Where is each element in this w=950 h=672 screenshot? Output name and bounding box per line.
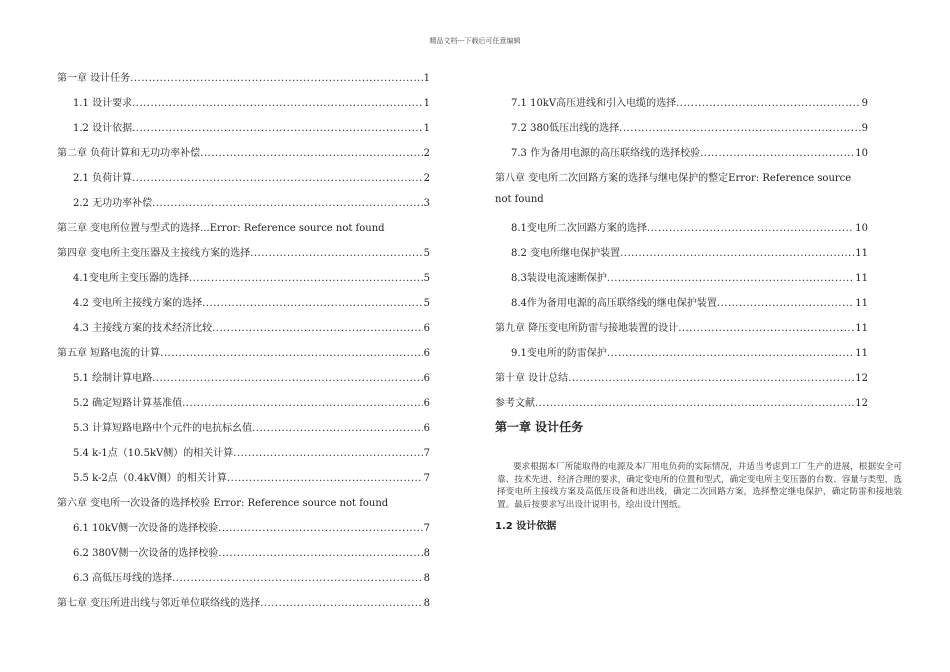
toc-entry[interactable] — [495, 244, 868, 269]
toc-page-number: 7 — [423, 473, 430, 484]
toc-page-number: 11 — [855, 348, 868, 359]
toc-entry[interactable] — [495, 369, 868, 394]
toc-entry[interactable] — [57, 219, 430, 244]
toc-entry[interactable] — [495, 119, 868, 144]
toc-leader-dots — [252, 423, 423, 434]
toc-entry-title: 第七章 变压所进出线与邻近单位联络线的选择 — [57, 598, 261, 609]
toc-leader-dots — [250, 248, 422, 259]
toc-page-number: 8 — [423, 573, 430, 584]
toc-entry[interactable] — [57, 569, 430, 594]
toc-leader-dots — [189, 273, 423, 284]
toc-page-number: 10 — [855, 148, 868, 159]
toc-entry-title: 第四章 变电所主变压器及主接线方案的选择 — [57, 248, 251, 259]
toc-page-number: 9 — [861, 123, 868, 134]
toc-entry-title: 7.3 作为备用电源的高压联络线的选择校验 — [511, 148, 701, 159]
toc-entry[interactable] — [57, 94, 430, 119]
toc-entry-title: 第五章 短路电流的计算 — [57, 348, 161, 359]
toc-leader-dots — [678, 323, 854, 334]
toc-page-number: 6 — [423, 323, 430, 334]
toc-entry-title: 第九章 降压变电所防雷与接地装置的设计 — [495, 323, 679, 334]
toc-right-column — [495, 94, 868, 419]
toc-page-number: 7 — [423, 448, 430, 459]
toc-entry-title: 9.1变电所的防雷保护 — [511, 348, 607, 359]
toc-leader-dots — [619, 123, 860, 134]
toc-page-number: 2 — [423, 173, 430, 184]
toc-entry[interactable] — [57, 144, 430, 169]
toc-leader-dots — [607, 348, 854, 359]
toc-leader-dots — [172, 573, 423, 584]
toc-entry-title: 第一章 设计任务 — [57, 73, 131, 84]
toc-page-number: 6 — [423, 348, 430, 359]
toc-entry-title: 5.4 k-1点（10.5kV侧）的相关计算 — [73, 448, 234, 459]
toc-leader-dots — [607, 273, 854, 284]
body-paragraph: 要求根据本厂所能取得的电源及本厂用电负荷的实际情况，并适当考虑到工厂生产的进展，根据安全可靠、技术先进、经济合理的要求，确定变电所的位置和型式，确定变电所主变压器的台数、容量与类型，选择变电所主接线方案及高低压设备和进出线，确定二次回路方案，选择整定继电保护，确定防雷和接地装置。最后按要求写出设计说明书，绘出设计图纸。 — [497, 462, 902, 510]
toc-entry[interactable] — [495, 94, 868, 119]
toc-entry[interactable] — [57, 344, 430, 369]
toc-entry[interactable] — [57, 419, 430, 444]
toc-entry[interactable] — [495, 344, 868, 369]
toc-leader-dots — [132, 98, 423, 109]
toc-entry[interactable] — [57, 69, 430, 94]
toc-page-number: 8 — [423, 548, 430, 559]
toc-entry-title: 1.1 设计要求 — [73, 98, 133, 109]
toc-page-number: 6 — [423, 398, 430, 409]
toc-page-number: 1 — [423, 73, 430, 84]
toc-entry-title: 5.2 确定短路计算基准值 — [73, 398, 183, 409]
toc-left-column — [57, 69, 430, 619]
toc-page-number: 5 — [423, 248, 430, 259]
toc-page-number: 11 — [855, 248, 868, 259]
toc-entry[interactable] — [57, 444, 430, 469]
toc-entry-title: 6.1 10kV侧一次设备的选择校验 — [73, 523, 219, 534]
toc-page-number: 5 — [423, 273, 430, 284]
toc-page-number: 6 — [423, 373, 430, 384]
toc-entry[interactable] — [57, 119, 430, 144]
toc-leader-dots — [182, 398, 423, 409]
toc-entry-title: 7.1 10kV高压进线和引入电缆的选择 — [511, 98, 677, 109]
toc-leader-dots — [535, 398, 854, 409]
toc-page-number: 3 — [423, 198, 430, 209]
toc-entry-title: 2.2 无功功率补偿 — [73, 198, 153, 209]
toc-leader-dots — [676, 98, 861, 109]
toc-entry-title: 5.3 计算短路电路中个元件的电抗标幺值 — [73, 423, 253, 434]
toc-entry-title: 6.3 高低压母线的选择 — [73, 573, 173, 584]
toc-entry-title: 第十章 设计总结 — [495, 373, 569, 384]
toc-entry-title: 2.1 负荷计算 — [73, 173, 133, 184]
toc-leader-dots — [200, 148, 422, 159]
toc-entry[interactable] — [495, 394, 868, 419]
toc-leader-dots — [160, 348, 422, 359]
toc-entry-title: 6.2 380V侧一次设备的选择校验 — [73, 548, 219, 559]
toc-entry[interactable] — [495, 294, 868, 319]
toc-page-number: 12 — [855, 398, 868, 409]
toc-entry[interactable] — [57, 469, 430, 494]
toc-page-number: 10 — [855, 223, 868, 234]
toc-page-number: 1 — [423, 98, 430, 109]
toc-entry[interactable] — [57, 594, 430, 619]
toc-entry[interactable] — [57, 169, 430, 194]
toc-page-number: 11 — [855, 323, 868, 334]
toc-page-number: 12 — [855, 373, 868, 384]
toc-leader-dots — [218, 548, 422, 559]
toc-entry-title: 8.1变电所二次回路方案的选择 — [511, 223, 647, 234]
toc-entry-title: 8.2 变电所继电保护装置 — [511, 248, 621, 259]
page-header: 精品文档---下载后可任意编辑 — [429, 37, 521, 45]
toc-leader-dots — [647, 223, 854, 234]
toc-entry[interactable] — [57, 519, 430, 544]
toc-leader-dots — [152, 373, 423, 384]
toc-entry[interactable] — [57, 294, 430, 319]
toc-page-number: 11 — [855, 298, 868, 309]
toc-page-number: 9 — [861, 98, 868, 109]
toc-entry[interactable] — [57, 194, 430, 219]
toc-entry-title: 4.1变电所主变压器的选择 — [73, 273, 189, 284]
toc-entry[interactable] — [495, 144, 868, 169]
toc-entry[interactable] — [57, 544, 430, 569]
toc-leader-dots — [260, 598, 422, 609]
toc-page-number: 1 — [423, 123, 430, 134]
toc-leader-dots — [202, 298, 423, 309]
toc-entry[interactable] — [57, 394, 430, 419]
toc-leader-dots — [132, 123, 423, 134]
toc-leader-dots — [717, 298, 854, 309]
toc-leader-dots — [218, 523, 423, 534]
toc-leader-dots — [130, 73, 422, 84]
toc-entry-continued[interactable]: not found — [495, 194, 544, 205]
toc-leader-dots — [132, 173, 423, 184]
toc-page-number: 11 — [855, 273, 868, 284]
toc-entry[interactable] — [495, 269, 868, 294]
toc-page-number: 8 — [423, 598, 430, 609]
toc-leader-dots — [620, 248, 854, 259]
toc-entry-title: 5.1 绘制计算电路 — [73, 373, 153, 384]
toc-entry[interactable] — [57, 319, 430, 344]
toc-entry-title: 5.5 k-2点（0.4kV侧）的相关计算 — [73, 473, 227, 484]
toc-entry[interactable] — [57, 494, 430, 519]
toc-leader-dots — [700, 148, 854, 159]
toc-leader-dots — [233, 448, 422, 459]
toc-leader-dots — [227, 473, 423, 484]
toc-entry-title: 8.4作为备用电源的高压联络线的继电保护装置 — [511, 298, 717, 309]
toc-entry[interactable] — [57, 244, 430, 269]
toc-leader-dots — [568, 373, 854, 384]
toc-page-number: 5 — [423, 298, 430, 309]
toc-entry-title: 参考文献 — [495, 398, 535, 409]
toc-entry-title: 8.3装设电流速断保护 — [511, 273, 607, 284]
toc-page-number: 7 — [423, 523, 430, 534]
toc-entry-title: 第六章 变电所一次设备的选择校验 Error: Reference source not found — [57, 498, 389, 509]
toc-entry-title: 第二章 负荷计算和无功功率补偿 — [57, 148, 201, 159]
toc-entry[interactable] — [57, 369, 430, 394]
toc-entry[interactable] — [495, 219, 868, 244]
toc-entry-title: 4.3 主接线方案的技术经济比较 — [73, 323, 213, 334]
toc-entry-title: 7.2 380低压出线的选择 — [511, 123, 620, 134]
toc-leader-dots — [152, 198, 423, 209]
toc-entry[interactable] — [495, 319, 868, 344]
chapter-heading: 第一章 设计任务 — [495, 420, 584, 434]
toc-entry-continued[interactable]: 第八章 变电所二次回路方案的选择与继电保护的整定Error: Reference source — [495, 173, 852, 184]
toc-leader-dots — [212, 323, 423, 334]
toc-entry-title: 1.2 设计依据 — [73, 123, 133, 134]
toc-entry-title: 第三章 变电所位置与型式的选择...Error: Reference source not found — [57, 223, 385, 234]
toc-page-number: 6 — [423, 423, 430, 434]
toc-entry-title: 4.2 变电所主接线方案的选择 — [73, 298, 203, 309]
toc-entry[interactable] — [57, 269, 430, 294]
toc-page-number: 2 — [423, 148, 430, 159]
section-heading: 1.2 设计依据 — [495, 521, 557, 532]
